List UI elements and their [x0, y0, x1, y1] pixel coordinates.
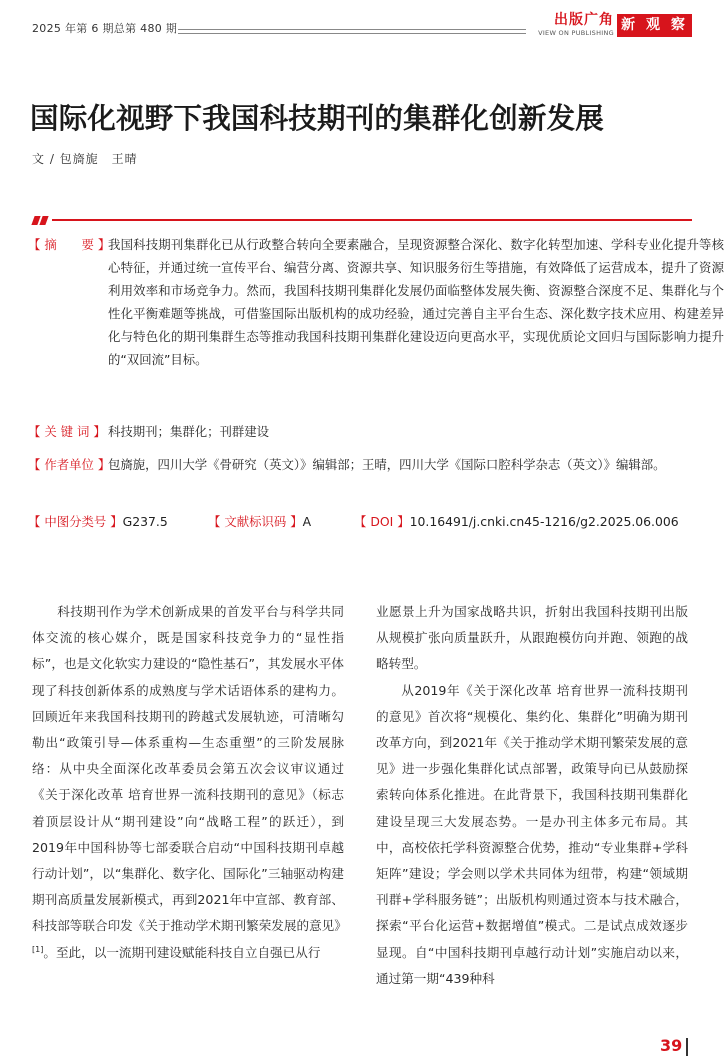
doi-label: 【 DOI 】: [354, 514, 410, 529]
body-column-right: [376, 599, 688, 992]
doc-code-label: 【 文献标识码 】: [208, 514, 303, 529]
doc-code-field: [208, 510, 311, 533]
reference-marker[interactable]: [1]: [32, 944, 44, 954]
section-badge: 新 观 察: [617, 14, 692, 37]
journal-logo: [530, 12, 614, 38]
doc-code-value: A: [302, 514, 312, 529]
paragraph: 从2019年《关于深化改革 培育世界一流科技期刊的意见》首次将“规模化、集约化、集群化”明确为期刊改革方向，到2021年《关于推动学术期刊繁荣发展的意见》进一步强化集群化试点部署，政策导向已从鼓励探索转向体系化推进。在此背景下，我国科技期刊集群化建设呈现三大发展态势。一是办刊主体多元布局。其中，高校依托学科资源整合优势，推动“专业集群+学科矩阵”建设；学会则以学术共同体为纽带，构建“领域期刊群+学科服务链”；出版机构则通过资本与技术融合，探索“平台化运营+数据增值”模式。二是试点成效逐步显现。自“中国科技期刊卓越行动计划”实施启动以来，通过第一期“439种科: [376, 682, 688, 986]
byline: 文 / 包旖旎 王晴: [32, 152, 138, 166]
article-title: 国际化视野下我国科技期刊的集群化创新发展: [30, 102, 605, 135]
page-number-bar: [686, 1038, 688, 1056]
body-column-left: [32, 599, 347, 966]
paragraph-text: 科技期刊作为学术创新成果的首发平台与科学共同体交流的核心媒介，既是国家科技竞争力的“显性指标”，也是文化软实力建设的“隐性基石”，其发展水平体现了科技创新体系的成熟度与学术话语体系的建构力。回顾近年来我国科技期刊的跨越式发展轨迹，可清晰勾勒出“政策引导—体系重构—生态重塑”的三阶发展脉络：从中央全面深化改革委员会第五次会议审议通过《关于深化改革 培育世界一流科技期刊的意见》（标志着顶层设计从“期刊建设”向“战略工程”的跃迁），到2019年中国科协等七部委联合启动“中国科技期刊卓越行动计划”，以“集群化、数字化、国际化”三轴驱动构建期刊高质量发展新模式，再到2021年中宣部、教育部、科技部等联合印发《关于推动学术期刊繁荣发展的意见》: [32, 604, 347, 934]
paragraph: 业愿景上升为国家战略共识，折射出我国科技期刊出版从规模扩张向质量跃升，从跟跑模仿向并跑、领跑的战略转型。: [376, 604, 688, 672]
issue-info: 2025 年第 6 期总第 480 期: [32, 22, 178, 35]
clc-value: G237.5: [122, 514, 168, 529]
header-rule: [178, 33, 526, 34]
paragraph: [32, 599, 347, 966]
paragraph-text: 。至此，以一流期刊建设赋能科技自立自强已从行: [43, 944, 321, 960]
journal-name: 出版广角: [554, 12, 614, 28]
abstract-text: 我国科技期刊集群化已从行政整合转向全要素融合，呈现资源整合深化、数字化转型加速、学科专业化提升等核心特征，并通过统一宣传平台、编营分离、资源共享、知识服务衍生等措施，有效降低了运营成本，提升了资源利用效率和市场竞争力。然而，我国科技期刊集群化发展仍面临整体发展失衡、资源整合深度不足、集群化与个性化平衡难题等挑战，可借鉴国际出版机构的成功经验，通过完善自主平台生态、深化数字技术应用、构建差异化与特色化的期刊集群生态等推动我国科技期刊集群化建设迈向更高水平，实现优质论文回归与国际影响力提升的“双回流”目标。: [108, 237, 724, 367]
keywords-label: 【 关 键 词 】: [28, 424, 106, 439]
rule-marker-icon: [32, 216, 48, 225]
keywords-text: 科技期刊；集群化；刊群建设: [108, 424, 270, 439]
abstract-label: 【 摘 要 】: [28, 237, 111, 252]
page-number: 39: [660, 1036, 683, 1055]
affiliation-label: 【 作者单位 】: [28, 457, 111, 472]
affiliation-text: 包旖旎，四川大学《骨研究（英文）》编辑部；王晴，四川大学《国际口腔科学杂志（英文）》编辑部。: [108, 457, 666, 472]
section-rule: [52, 219, 692, 221]
doi-field: [354, 510, 679, 533]
clc-field: [28, 510, 168, 533]
header-rule: [178, 29, 526, 30]
doi-value: 10.16491/j.cnki.cn45-1216/g2.2025.06.006: [409, 514, 679, 529]
journal-name-en: VIEW ON PUBLISHING: [538, 29, 614, 37]
clc-label: 【 中图分类号 】: [28, 514, 123, 529]
